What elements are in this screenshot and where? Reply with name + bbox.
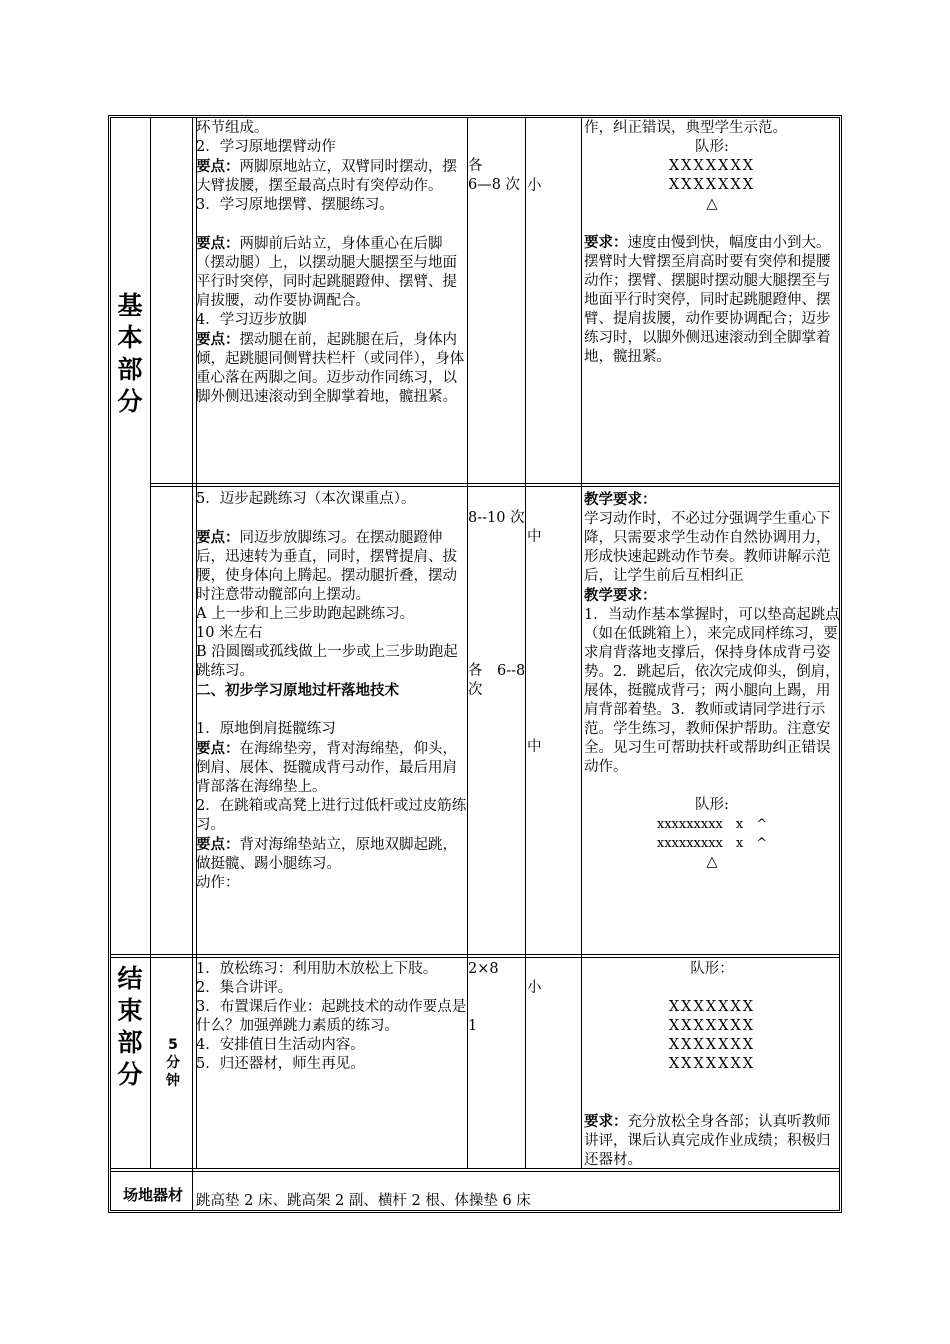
formation-row: XXXXXXX (668, 1056, 756, 1072)
col-divider (525, 117, 526, 1168)
formation-row: xxxxxxxxx x ^ (656, 836, 768, 851)
content-line: 2．集合讲评。 (196, 980, 293, 996)
key-point (196, 330, 468, 407)
row1-method (584, 119, 840, 367)
times-text: 次 (468, 682, 483, 698)
row3-times-a: 2×8 (468, 961, 499, 977)
content-line: 环节组成。 (196, 120, 269, 136)
key-point-text: 摆动腿在前，起跳腿在后，身体内倾，起跳腿同侧臂扶栏杆（或同伴），身体重心落在两脚之间。迈步动作同练习，以脚外侧迅速滚动到全脚掌着地，髋扭紧。 (196, 332, 465, 405)
requirement (584, 1112, 840, 1170)
teacher-mark: △ (706, 854, 718, 870)
content-line: 3．学习原地摆臂、摆腿练习。 (196, 197, 394, 213)
key-point-label: 要点： (196, 740, 240, 757)
formation-row: XXXXXXX (668, 999, 756, 1015)
times-text: 各 6--8 (468, 663, 526, 679)
col-divider (150, 117, 151, 1168)
key-point (196, 528, 468, 605)
content-line: 1．原地倒肩挺髋练习 (196, 721, 336, 737)
requirement-text: 学习动作时，不必过分强调学生重心下降，只需要求学生动作自然协调用力，形成快速起跳动作节奏。教师讲解示范后，让学生前后互相纠正 (584, 511, 831, 584)
times-text: 各 (468, 158, 483, 174)
row1-content (196, 119, 468, 407)
requirement-label: 要求： (584, 1113, 628, 1130)
row2-intensity-1: 中 (527, 529, 542, 545)
col-divider (581, 117, 582, 1168)
row2-content (196, 490, 468, 893)
content-line: B 沿圆圈或孤线做上一步或上三步助跑起跳练习。 (196, 644, 458, 679)
content-line: 动作： (196, 875, 240, 891)
requirement-text: 速度由慢到快，幅度由小到大。摆臂时大臂摆至肩高时要有突停和提腰动作；摆臂、摆腿时摆动腿大腿摆至与地面平行时突停，同时起跳腿蹬伸、摆臂、提肩拔腰，动作要协调配合；迈步练习时，以脚外侧迅速滚动到全脚掌着地，髋扭紧。 (584, 235, 831, 365)
requirement (584, 233, 840, 367)
key-point-text: 同迈步放脚练习。在摆动腿蹬伸后，迅速转为垂直，同时，摆臂提肩、拔腰，使身体向上腾起。摆动腿折叠，摆动时注意带动髋部向上摆动。 (196, 530, 457, 603)
subsection-heading: 二、初步学习原地过杆落地技术 (196, 682, 399, 699)
row2-times-1: 8--10 次 (468, 510, 525, 526)
key-point-text: 两脚原地站立，双臂同时摆动，摆大臂拔腰，摆至最高点时有突停动作。 (196, 159, 457, 194)
row3-method (584, 960, 840, 1170)
equipment-text: 跳高垫 2 床、跳高架 2 副、横杆 2 根、体操垫 6 床 (196, 1193, 531, 1209)
key-point (196, 835, 468, 874)
times-text: 6—8 次 (468, 177, 521, 193)
row-divider (110, 1171, 840, 1172)
row-divider (150, 483, 840, 484)
formation-row: XXXXXXX (668, 1018, 756, 1034)
section-ending-label: 结束部分 (117, 964, 143, 1089)
row-divider (150, 486, 840, 487)
row3-times-b: 1 (468, 1018, 478, 1034)
row1-times (468, 157, 528, 195)
col-divider (192, 117, 193, 1211)
formation-row: xxxxxxxxx x ^ (656, 817, 768, 832)
content-line: 5．归还器材，师生再见。 (196, 1056, 365, 1072)
row-divider (110, 954, 840, 955)
row2-times-2 (468, 662, 528, 700)
key-point-label: 要点： (196, 158, 240, 175)
formation-label: 队形： (690, 961, 734, 977)
key-point-text: 在海绵垫旁，背对海绵垫，仰头，倒肩、展体、挺髋成背弓动作，最后用肩背部落在海绵垫上。 (196, 741, 457, 795)
formation-row: XXXXXXX (668, 1037, 756, 1053)
row2-intensity-2: 中 (527, 739, 542, 755)
equipment-label: 场地器材 (122, 1186, 183, 1204)
key-point-label: 要点： (196, 331, 240, 348)
key-point-label: 要点： (196, 529, 240, 546)
method-text: 作，纠正错误，典型学生示范。 (584, 120, 787, 136)
row2-method (584, 490, 840, 872)
content-line: A 上一步和上三步助跑起跳练习。 (196, 606, 415, 622)
requirement-label: 教学要求： (584, 491, 657, 508)
content-line: 4．安排值日生活动内容。 (196, 1037, 365, 1053)
key-point-label: 要点： (196, 235, 240, 252)
key-point (196, 157, 468, 196)
key-point-text: 两脚前后站立，身体重心在后脚（摆动腿）上，以摆动腿大腿摆至与地面平行时突停，同时起跳腿蹬伸、摆臂、提肩拔腰，动作要协调配合。 (196, 236, 457, 309)
formation-row: XXXXXXX (668, 177, 756, 193)
row1-intensity: 小 (527, 178, 542, 194)
section-basic-label: 基本部分 (117, 291, 143, 416)
key-point (196, 739, 468, 797)
requirement-label: 要求： (584, 234, 628, 251)
content-line: 1．放松练习：利用肋木放松上下肢。 (196, 961, 438, 977)
formation-label: 队形: (695, 139, 729, 155)
row-divider (110, 957, 840, 958)
key-point-label: 要点： (196, 836, 240, 853)
requirement-text: 充分放松全身各部；认真听教师讲评，课后认真完成作业成绩；积极归还器材。 (584, 1114, 831, 1168)
row3-intensity: 小 (527, 980, 542, 996)
formation-row: XXXXXXX (668, 158, 756, 174)
requirement-text: 1．当动作基本掌握时，可以垫高起跳点（如在低跳箱上），来完成同样练习，要求肩背落地支撑后，保持身体成背弓姿势。2．跳起后，依次完成仰头，倒肩，展体，挺髋成背弓；两小腿向上踢，用肩背部着垫。3．教师或请同学进行示范。学生练习，教师保护帮助。注意安全。见习生可帮助扶杆或帮助纠正错误动作。 (584, 607, 840, 775)
content-line: 2．学习原地摆臂动作 (196, 139, 336, 155)
key-point-text: 背对海绵垫站立，原地双脚起跳，做挺髋、踢小腿练习。 (196, 837, 457, 872)
content-line: 5．迈步起跳练习（本次课重点）。 (196, 491, 416, 507)
row3-content (196, 960, 468, 1074)
content-line: 2．在跳箱或高凳上进行过低杆或过皮筋练习。 (196, 798, 467, 833)
teacher-mark: △ (706, 196, 718, 212)
key-point (196, 234, 468, 311)
content-line: 3．布置课后作业：起跳技术的动作要点是什么？加强弹跳力素质的练习。 (196, 999, 467, 1034)
content-line: 4．学习迈步放脚 (196, 312, 307, 328)
requirement-label: 教学要求： (584, 587, 657, 604)
ending-time-label: 5分钟 (166, 1037, 180, 1089)
content-line: 10 米左右 (196, 625, 263, 641)
formation-label: 队形: (695, 797, 729, 813)
